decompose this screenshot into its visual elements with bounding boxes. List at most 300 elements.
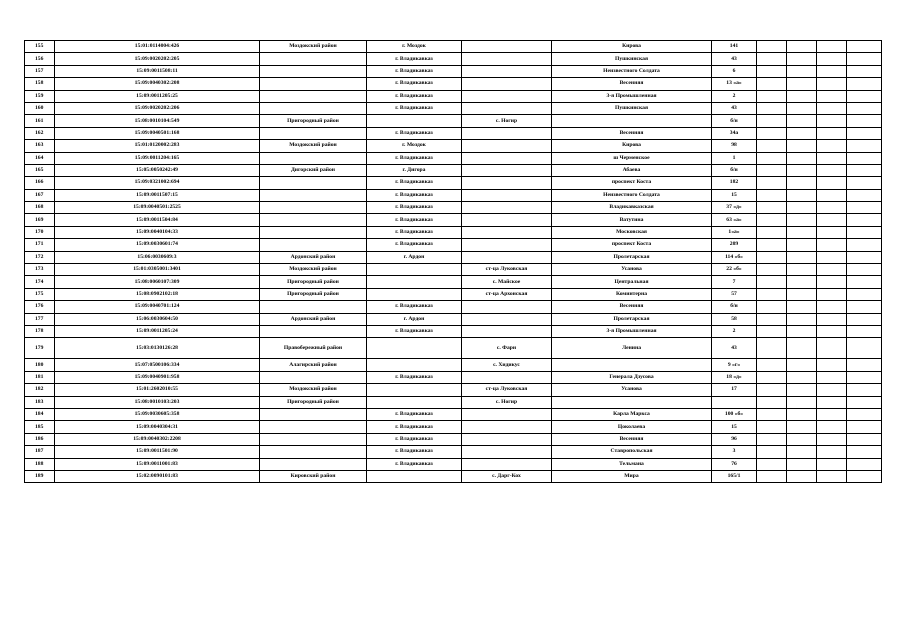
table-row bbox=[25, 41, 882, 53]
empty-cell bbox=[817, 276, 847, 288]
empty-cell bbox=[847, 78, 882, 90]
street-cell: Московская bbox=[552, 226, 712, 238]
empty-cell bbox=[757, 251, 787, 263]
row-number-cell: 171 bbox=[25, 239, 55, 251]
locality-cell bbox=[462, 371, 552, 383]
cadastral-number-cell: 15:08:0902102:18 bbox=[55, 288, 260, 300]
empty-cell bbox=[847, 152, 882, 164]
district-cell bbox=[260, 408, 367, 420]
table-row bbox=[25, 164, 882, 176]
empty-cell bbox=[757, 239, 787, 251]
empty-cell bbox=[787, 115, 817, 127]
row-number-cell: 177 bbox=[25, 313, 55, 325]
house-number-cell: 22 «б» bbox=[712, 264, 757, 276]
house-number-cell: б/н bbox=[712, 301, 757, 313]
street-cell: 3-я Промышленная bbox=[552, 325, 712, 337]
district-cell: Пригородный район bbox=[260, 288, 367, 300]
house-number-cell: б/н bbox=[712, 164, 757, 176]
empty-cell bbox=[817, 65, 847, 77]
house-number-cell: 17 bbox=[712, 384, 757, 396]
row-number-cell: 162 bbox=[25, 127, 55, 139]
street-cell: Тельмана bbox=[552, 458, 712, 470]
empty-cell bbox=[847, 41, 882, 53]
house-number-cell: 2 bbox=[712, 90, 757, 102]
empty-cell bbox=[757, 408, 787, 420]
empty-cell bbox=[757, 338, 787, 359]
empty-cell bbox=[817, 53, 847, 65]
table-row bbox=[25, 264, 882, 276]
row-number-cell: 174 bbox=[25, 276, 55, 288]
house-number-cell: 6 bbox=[712, 65, 757, 77]
cadastral-number-cell: 15:09:0040901:958 bbox=[55, 371, 260, 383]
empty-cell bbox=[757, 164, 787, 176]
city-cell bbox=[367, 276, 462, 288]
table-row bbox=[25, 408, 882, 420]
empty-cell bbox=[817, 127, 847, 139]
cadastral-number-cell: 15:05:0050242:49 bbox=[55, 164, 260, 176]
empty-cell bbox=[817, 421, 847, 433]
row-number-cell: 159 bbox=[25, 90, 55, 102]
locality-cell bbox=[462, 226, 552, 238]
house-number-cell: 57 bbox=[712, 288, 757, 300]
empty-cell bbox=[757, 325, 787, 337]
cadastral-number-cell: 15:02:0090101:83 bbox=[55, 470, 260, 482]
empty-cell bbox=[817, 371, 847, 383]
table-row bbox=[25, 384, 882, 396]
house-number-cell: 96 bbox=[712, 433, 757, 445]
empty-cell bbox=[847, 325, 882, 337]
empty-cell bbox=[787, 433, 817, 445]
house-number-cell: 3 bbox=[712, 446, 757, 458]
district-cell: Ардонский район bbox=[260, 251, 367, 263]
cadastral-number-cell: 15:09:0030605:358 bbox=[55, 408, 260, 420]
table-row bbox=[25, 313, 882, 325]
empty-cell bbox=[847, 458, 882, 470]
empty-cell bbox=[847, 288, 882, 300]
cadastral-number-cell: 15:06:0030609:3 bbox=[55, 251, 260, 263]
locality-cell bbox=[462, 251, 552, 263]
empty-cell bbox=[787, 90, 817, 102]
district-cell: Правобережный район bbox=[260, 338, 367, 359]
street-cell: ш Черменское bbox=[552, 152, 712, 164]
table-row bbox=[25, 371, 882, 383]
house-number-cell: 37 «д» bbox=[712, 202, 757, 214]
empty-cell bbox=[787, 264, 817, 276]
city-cell: г. Владикавказ bbox=[367, 90, 462, 102]
empty-cell bbox=[787, 396, 817, 408]
district-cell bbox=[260, 226, 367, 238]
district-cell bbox=[260, 90, 367, 102]
empty-cell bbox=[787, 421, 817, 433]
empty-cell bbox=[817, 325, 847, 337]
row-number-cell: 168 bbox=[25, 202, 55, 214]
table-row bbox=[25, 214, 882, 226]
cadastral-number-cell: 15:01:0120002:283 bbox=[55, 140, 260, 152]
street-cell: Весенняя bbox=[552, 127, 712, 139]
table-row bbox=[25, 152, 882, 164]
empty-cell bbox=[847, 65, 882, 77]
empty-cell bbox=[787, 408, 817, 420]
empty-cell bbox=[847, 226, 882, 238]
street-cell: Генерала Дзусова bbox=[552, 371, 712, 383]
empty-cell bbox=[847, 102, 882, 114]
city-cell: г. Владикавказ bbox=[367, 301, 462, 313]
empty-cell bbox=[847, 276, 882, 288]
table-row bbox=[25, 102, 882, 114]
row-number-cell: 172 bbox=[25, 251, 55, 263]
city-cell bbox=[367, 288, 462, 300]
empty-cell bbox=[817, 264, 847, 276]
street-cell: Весенняя bbox=[552, 78, 712, 90]
street-cell: Усанова bbox=[552, 264, 712, 276]
cadastral-number-cell: 15:09:0040501:168 bbox=[55, 127, 260, 139]
district-cell: Пригородный район bbox=[260, 115, 367, 127]
locality-cell: с. Ногир bbox=[462, 115, 552, 127]
empty-cell bbox=[817, 202, 847, 214]
empty-cell bbox=[787, 65, 817, 77]
cadastral-number-cell: 15:09:0011001:83 bbox=[55, 458, 260, 470]
street-cell: Пушкинская bbox=[552, 102, 712, 114]
city-cell: г. Владикавказ bbox=[367, 189, 462, 201]
table-row bbox=[25, 470, 882, 482]
empty-cell bbox=[787, 359, 817, 371]
house-number-cell: 18 «д» bbox=[712, 371, 757, 383]
locality-cell: с. Хидикус bbox=[462, 359, 552, 371]
house-number-cell: 209 bbox=[712, 239, 757, 251]
empty-cell bbox=[757, 276, 787, 288]
locality-cell bbox=[462, 239, 552, 251]
empty-cell bbox=[787, 338, 817, 359]
empty-cell bbox=[847, 359, 882, 371]
street-cell bbox=[552, 396, 712, 408]
table-row bbox=[25, 458, 882, 470]
district-cell bbox=[260, 202, 367, 214]
locality-cell bbox=[462, 325, 552, 337]
house-number-cell: 7 bbox=[712, 276, 757, 288]
cadastral-number-cell: 15:03:0130126:28 bbox=[55, 338, 260, 359]
cadastral-number-cell: 15:09:0011508:11 bbox=[55, 65, 260, 77]
house-number-cell: 182 bbox=[712, 177, 757, 189]
locality-cell bbox=[462, 90, 552, 102]
house-number-cell: 114 «б» bbox=[712, 251, 757, 263]
street-cell: Кирова bbox=[552, 140, 712, 152]
empty-cell bbox=[757, 78, 787, 90]
cadastral-number-cell: 15:08:0010103:203 bbox=[55, 396, 260, 408]
locality-cell: с. Майское bbox=[462, 276, 552, 288]
district-cell bbox=[260, 301, 367, 313]
district-cell bbox=[260, 65, 367, 77]
table-row bbox=[25, 239, 882, 251]
locality-cell: с. Фарн bbox=[462, 338, 552, 359]
empty-cell bbox=[787, 313, 817, 325]
empty-cell bbox=[817, 301, 847, 313]
row-number-cell: 161 bbox=[25, 115, 55, 127]
district-cell bbox=[260, 214, 367, 226]
empty-cell bbox=[757, 458, 787, 470]
street-cell: Абаева bbox=[552, 164, 712, 176]
row-number-cell: 170 bbox=[25, 226, 55, 238]
cadastral-number-cell: 15:09:0020202:205 bbox=[55, 53, 260, 65]
empty-cell bbox=[847, 189, 882, 201]
locality-cell bbox=[462, 53, 552, 65]
empty-cell bbox=[847, 371, 882, 383]
empty-cell bbox=[847, 90, 882, 102]
empty-cell bbox=[847, 127, 882, 139]
locality-cell bbox=[462, 140, 552, 152]
row-number-cell: 163 bbox=[25, 140, 55, 152]
street-cell: Усанова bbox=[552, 384, 712, 396]
table-row bbox=[25, 421, 882, 433]
empty-cell bbox=[847, 384, 882, 396]
locality-cell: с. Ногир bbox=[462, 396, 552, 408]
row-number-cell: 178 bbox=[25, 325, 55, 337]
city-cell: г. Владикавказ bbox=[367, 53, 462, 65]
empty-cell bbox=[757, 396, 787, 408]
empty-cell bbox=[787, 189, 817, 201]
empty-cell bbox=[817, 470, 847, 482]
empty-cell bbox=[817, 177, 847, 189]
row-number-cell: 187 bbox=[25, 446, 55, 458]
street-cell: Владикавказская bbox=[552, 202, 712, 214]
empty-cell bbox=[817, 313, 847, 325]
city-cell: г. Ардон bbox=[367, 251, 462, 263]
city-cell: г. Владикавказ bbox=[367, 214, 462, 226]
empty-cell bbox=[847, 396, 882, 408]
street-cell: Неизвестного Солдата bbox=[552, 189, 712, 201]
table-row bbox=[25, 446, 882, 458]
empty-cell bbox=[787, 470, 817, 482]
empty-cell bbox=[787, 371, 817, 383]
street-cell: Неизвестного Солдата bbox=[552, 65, 712, 77]
city-cell: г. Владикавказ bbox=[367, 152, 462, 164]
row-number-cell: 169 bbox=[25, 214, 55, 226]
empty-cell bbox=[787, 458, 817, 470]
cadastral-number-cell: 15:08:0060107:309 bbox=[55, 276, 260, 288]
empty-cell bbox=[847, 433, 882, 445]
empty-cell bbox=[847, 115, 882, 127]
table-body bbox=[25, 41, 882, 483]
empty-cell bbox=[757, 359, 787, 371]
cadastral-number-cell: 15:09:0040501:2525 bbox=[55, 202, 260, 214]
city-cell bbox=[367, 338, 462, 359]
district-cell: Пригородный район bbox=[260, 276, 367, 288]
empty-cell bbox=[787, 140, 817, 152]
empty-cell bbox=[787, 152, 817, 164]
empty-cell bbox=[787, 127, 817, 139]
empty-cell bbox=[757, 202, 787, 214]
house-number-cell: 2 bbox=[712, 325, 757, 337]
house-number-cell bbox=[712, 396, 757, 408]
city-cell bbox=[367, 264, 462, 276]
empty-cell bbox=[847, 301, 882, 313]
empty-cell bbox=[757, 177, 787, 189]
empty-cell bbox=[757, 384, 787, 396]
city-cell: г. Владикавказ bbox=[367, 371, 462, 383]
table-row bbox=[25, 301, 882, 313]
district-cell: Ардонский район bbox=[260, 313, 367, 325]
row-number-cell: 164 bbox=[25, 152, 55, 164]
empty-cell bbox=[817, 140, 847, 152]
house-number-cell: 15 bbox=[712, 189, 757, 201]
locality-cell bbox=[462, 78, 552, 90]
row-number-cell: 173 bbox=[25, 264, 55, 276]
locality-cell bbox=[462, 214, 552, 226]
street-cell: Весенняя bbox=[552, 301, 712, 313]
empty-cell bbox=[757, 90, 787, 102]
empty-cell bbox=[757, 264, 787, 276]
empty-cell bbox=[817, 90, 847, 102]
cadastral-number-cell: 15:01:0114004:426 bbox=[55, 41, 260, 53]
locality-cell bbox=[462, 301, 552, 313]
locality-cell: ст-ца Луковская bbox=[462, 384, 552, 396]
empty-cell bbox=[847, 313, 882, 325]
row-number-cell: 166 bbox=[25, 177, 55, 189]
city-cell: г. Владикавказ bbox=[367, 408, 462, 420]
table-row bbox=[25, 276, 882, 288]
empty-cell bbox=[787, 446, 817, 458]
house-number-cell: 43 bbox=[712, 102, 757, 114]
row-number-cell: 189 bbox=[25, 470, 55, 482]
city-cell bbox=[367, 384, 462, 396]
cadastral-number-cell: 15:09:0011205:24 bbox=[55, 325, 260, 337]
house-number-cell: 13 «а» bbox=[712, 78, 757, 90]
cadastral-number-cell: 15:09:0040302:208 bbox=[55, 78, 260, 90]
district-cell: Дигорский район bbox=[260, 164, 367, 176]
house-number-cell: 141 bbox=[712, 41, 757, 53]
empty-cell bbox=[847, 53, 882, 65]
empty-cell bbox=[787, 276, 817, 288]
empty-cell bbox=[757, 301, 787, 313]
empty-cell bbox=[757, 102, 787, 114]
empty-cell bbox=[847, 408, 882, 420]
row-number-cell: 165 bbox=[25, 164, 55, 176]
locality-cell bbox=[462, 41, 552, 53]
row-number-cell: 160 bbox=[25, 102, 55, 114]
empty-cell bbox=[817, 78, 847, 90]
district-cell: Моздокский район bbox=[260, 140, 367, 152]
table-row bbox=[25, 396, 882, 408]
house-number-cell: 1 bbox=[712, 152, 757, 164]
district-cell bbox=[260, 433, 367, 445]
empty-cell bbox=[787, 325, 817, 337]
locality-cell bbox=[462, 421, 552, 433]
empty-cell bbox=[847, 338, 882, 359]
locality-cell bbox=[462, 177, 552, 189]
empty-cell bbox=[787, 239, 817, 251]
locality-cell bbox=[462, 152, 552, 164]
row-number-cell: 183 bbox=[25, 396, 55, 408]
property-register-table bbox=[24, 40, 882, 483]
cadastral-number-cell: 15:09:0040701:124 bbox=[55, 301, 260, 313]
empty-cell bbox=[817, 288, 847, 300]
table-row bbox=[25, 251, 882, 263]
cadastral-number-cell: 15:09:0030601:74 bbox=[55, 239, 260, 251]
house-number-cell: 98 bbox=[712, 140, 757, 152]
empty-cell bbox=[787, 226, 817, 238]
street-cell: проспект Коста bbox=[552, 177, 712, 189]
locality-cell bbox=[462, 433, 552, 445]
empty-cell bbox=[817, 41, 847, 53]
table-row bbox=[25, 127, 882, 139]
street-cell: Мира bbox=[552, 470, 712, 482]
empty-cell bbox=[847, 164, 882, 176]
empty-cell bbox=[817, 433, 847, 445]
city-cell: г. Владикавказ bbox=[367, 433, 462, 445]
table-row bbox=[25, 433, 882, 445]
city-cell: г. Владикавказ bbox=[367, 239, 462, 251]
table-row bbox=[25, 177, 882, 189]
house-number-cell: 34а bbox=[712, 127, 757, 139]
empty-cell bbox=[817, 396, 847, 408]
empty-cell bbox=[757, 65, 787, 77]
empty-cell bbox=[847, 470, 882, 482]
empty-cell bbox=[847, 264, 882, 276]
locality-cell: ст-ца Архонская bbox=[462, 288, 552, 300]
district-cell bbox=[260, 189, 367, 201]
district-cell bbox=[260, 78, 367, 90]
city-cell: г. Владикавказ bbox=[367, 177, 462, 189]
city-cell: г. Ардон bbox=[367, 313, 462, 325]
empty-cell bbox=[757, 288, 787, 300]
street-cell: Пролетарская bbox=[552, 251, 712, 263]
house-number-cell: б/н bbox=[712, 115, 757, 127]
empty-cell bbox=[847, 251, 882, 263]
city-cell: г. Владикавказ bbox=[367, 78, 462, 90]
street-cell: Ватутина bbox=[552, 214, 712, 226]
locality-cell bbox=[462, 202, 552, 214]
district-cell: Моздокский район bbox=[260, 41, 367, 53]
empty-cell bbox=[817, 338, 847, 359]
house-number-cell: 43 bbox=[712, 338, 757, 359]
empty-cell bbox=[817, 115, 847, 127]
street-cell: проспект Коста bbox=[552, 239, 712, 251]
district-cell bbox=[260, 102, 367, 114]
table-row bbox=[25, 140, 882, 152]
locality-cell bbox=[462, 102, 552, 114]
city-cell: г. Владикавказ bbox=[367, 102, 462, 114]
empty-cell bbox=[817, 384, 847, 396]
table-row bbox=[25, 53, 882, 65]
district-cell: Моздокский район bbox=[260, 384, 367, 396]
street-cell: Весенняя bbox=[552, 433, 712, 445]
cadastral-number-cell: 15:01:0305001:3401 bbox=[55, 264, 260, 276]
row-number-cell: 167 bbox=[25, 189, 55, 201]
city-cell: г. Владикавказ bbox=[367, 127, 462, 139]
empty-cell bbox=[787, 78, 817, 90]
street-cell: Центральная bbox=[552, 276, 712, 288]
house-number-cell: 43 bbox=[712, 53, 757, 65]
cadastral-number-cell: 15:09:0011507:15 bbox=[55, 189, 260, 201]
city-cell: г. Владикавказ bbox=[367, 458, 462, 470]
district-cell: Моздокский район bbox=[260, 264, 367, 276]
empty-cell bbox=[817, 152, 847, 164]
empty-cell bbox=[847, 177, 882, 189]
house-number-cell: 58 bbox=[712, 313, 757, 325]
empty-cell bbox=[757, 433, 787, 445]
row-number-cell: 158 bbox=[25, 78, 55, 90]
table-row bbox=[25, 226, 882, 238]
district-cell bbox=[260, 371, 367, 383]
empty-cell bbox=[757, 41, 787, 53]
cadastral-number-cell: 15:09:0020202:206 bbox=[55, 102, 260, 114]
locality-cell bbox=[462, 446, 552, 458]
city-cell bbox=[367, 115, 462, 127]
table-row bbox=[25, 189, 882, 201]
street-cell: Ленина bbox=[552, 338, 712, 359]
city-cell: г. Моздок bbox=[367, 41, 462, 53]
city-cell: г. Владикавказ bbox=[367, 226, 462, 238]
row-number-cell: 176 bbox=[25, 301, 55, 313]
